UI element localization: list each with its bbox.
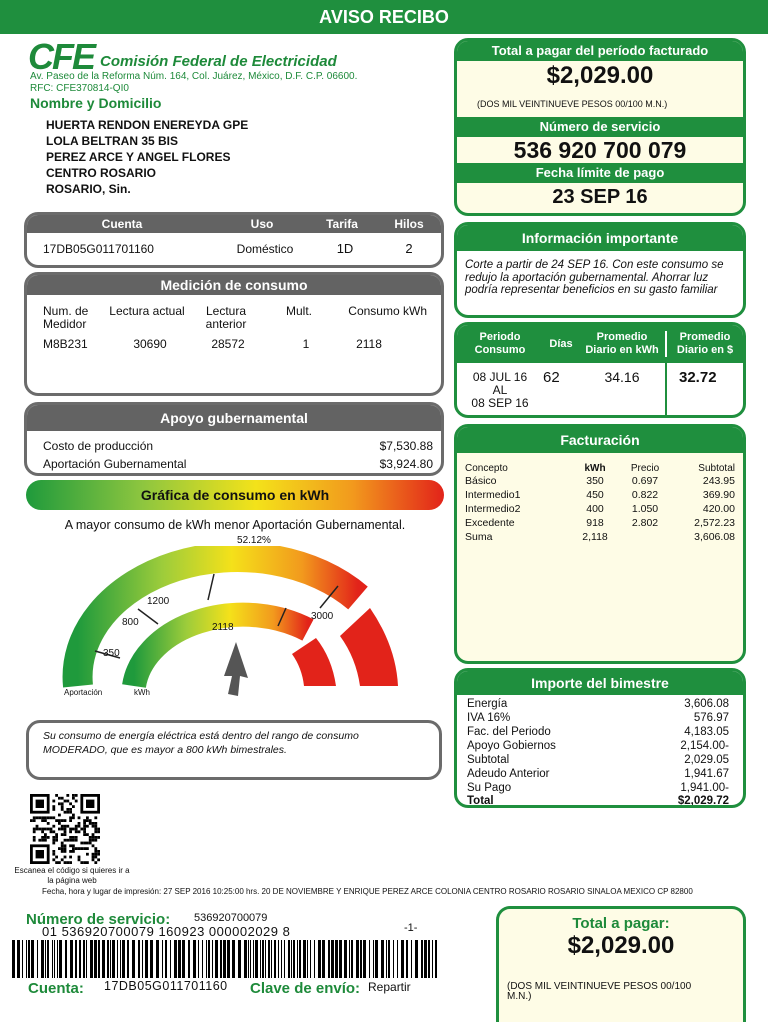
name-address-label: Nombre y Domicilio <box>30 95 162 111</box>
billing-subtotal: 3,606.08 <box>694 531 735 543</box>
support-value: $7,530.88 <box>379 439 433 453</box>
import-row <box>467 753 729 767</box>
import-value: 4,183.05 <box>684 726 729 738</box>
header-meter: Num. de Medidor <box>43 304 89 331</box>
previous-reading: 28572 <box>211 337 245 351</box>
import-label: Su Pago <box>467 782 512 794</box>
header-avg-kwh: Promedio Diario en kWh <box>585 331 659 356</box>
gauge-tick <box>138 609 158 624</box>
billing-row <box>457 502 743 516</box>
header-tarifa: Tarifa <box>326 217 358 231</box>
billing-concept: Intermedio1 <box>465 489 521 501</box>
header-hilos: Hilos <box>394 217 424 231</box>
billing-subtotal: 369.90 <box>702 489 735 501</box>
billing-price <box>615 530 675 544</box>
import-row <box>467 767 729 781</box>
gauge-tick-label: 1200 <box>147 596 170 607</box>
important-text: Corte a partir de 24 SEP 16. Con este consumo se redujo la aportación gubernamental. Ahorrar luz podría representar beneficios en su gasto familiar <box>465 259 724 296</box>
billing-price: 0.822 <box>631 489 659 501</box>
period-separator: AL <box>492 383 508 397</box>
header-multiplier: Mult. <box>285 304 312 318</box>
gauge-percent: 52.12% <box>237 535 271 546</box>
footer-service-value: 536920700079 <box>194 912 268 924</box>
period-header <box>457 325 743 363</box>
gauge-reading: 2118 <box>212 622 234 633</box>
import-row <box>467 725 729 739</box>
footer-account-value: 17DB05G011701160 <box>104 979 228 993</box>
customer-line: LOLA BELTRAN 35 BIS <box>46 134 179 148</box>
footer-total-words: (DOS MIL VEINTINUEVE PESOS 00/100 M.N.) <box>507 981 692 1002</box>
total-amount: $2,029.00 <box>546 62 654 89</box>
notice-text: Su consumo de energía eléctrica está dentro del rango de consumo MODERADO, que es mayor a 800 kWh bimestrales. <box>43 730 359 756</box>
footer-total-amount: $2,029.00 <box>567 932 675 959</box>
import-row <box>467 781 729 795</box>
import-value: 2,154.00- <box>680 740 729 752</box>
billing-panel <box>454 424 746 664</box>
total-label: Total a pagar del período facturado <box>457 41 743 61</box>
wires: 2 <box>405 241 413 256</box>
billing-row <box>457 516 743 530</box>
billing-price: 1.050 <box>631 503 659 515</box>
period-range <box>457 363 543 415</box>
footer-account-label: Cuenta: <box>28 980 84 997</box>
company-name: Comisión Federal de Electricidad <box>100 53 337 70</box>
support-row <box>27 455 441 473</box>
import-row <box>467 697 729 711</box>
header-previous-reading: Lectura anterior <box>205 304 247 331</box>
billing-kwh: 2,118 <box>582 531 608 543</box>
qr-code <box>30 794 110 864</box>
account-values <box>27 233 441 265</box>
customer-line: PEREZ ARCE Y ANGEL FLORES <box>46 150 231 164</box>
billing-header <box>457 463 743 474</box>
page-number: -1- <box>404 922 418 934</box>
header-concept: Concepto <box>465 463 508 474</box>
gauge-title-bar <box>26 480 444 510</box>
important-title: Información importante <box>457 225 743 251</box>
period-days: 62 <box>543 369 560 386</box>
footer-total-label: Total a pagar: <box>572 915 670 932</box>
barcode <box>10 940 440 980</box>
top-title-bar <box>0 0 768 34</box>
measurement-panel <box>24 272 444 396</box>
header-current-reading: Lectura actual <box>109 304 185 318</box>
footer-dispatch-value: Repartir <box>368 980 411 994</box>
print-info: Fecha, hora y lugar de impresión: 27 SEP 2016 10:25:00 hrs. 20 DE NOVIEMBRE Y ENRIQUE PEREZ ARCE COLONIA CENTRO ROSARIO ROSARIO SINALOA MEXICO CP 82800 <box>42 887 693 896</box>
customer-line: CENTRO ROSARIO <box>46 166 157 180</box>
import-total-row <box>457 795 743 808</box>
billing-kwh: 400 <box>586 503 604 515</box>
gauge-needle <box>224 642 248 696</box>
billing-subtotal: 420.00 <box>702 503 735 515</box>
gauge-title: Gráfica de consumo en kWh <box>140 487 330 503</box>
import-rows <box>457 695 743 795</box>
footer-total-box <box>496 906 746 1022</box>
measurement-values <box>27 337 441 353</box>
import-row <box>467 739 729 753</box>
header-period: Periodo Consumo <box>474 331 526 356</box>
consumption-kwh: 2118 <box>356 337 382 351</box>
gauge-tick-label: 3000 <box>311 611 334 622</box>
customer-line: HUERTA RENDON ENEREYDA GPE <box>46 118 249 132</box>
billing-price: 2.802 <box>631 517 659 529</box>
usage-type: Doméstico <box>236 242 294 256</box>
billing-subtotal: 243.95 <box>702 475 735 487</box>
account-header <box>27 215 441 233</box>
billing-row <box>457 474 743 488</box>
import-row <box>467 711 729 725</box>
gauge-tick <box>208 574 214 600</box>
gauge-red-inner <box>292 638 336 686</box>
company-address: Av. Paseo de la Reforma Núm. 164, Col. Juárez, México, D.F. C.P. 06600. <box>30 71 358 82</box>
import-label: Apoyo Gobiernos <box>467 740 556 752</box>
due-date-label: Fecha límite de pago <box>457 163 743 183</box>
period-values <box>457 363 743 415</box>
billing-kwh: 350 <box>586 475 604 487</box>
billing-concept: Intermedio2 <box>465 503 521 515</box>
header-days: Días <box>549 337 573 350</box>
period-avg-money: 32.72 <box>665 363 743 415</box>
document-title: AVISO RECIBO <box>319 7 449 27</box>
total-words: (DOS MIL VEINTINUEVE PESOS 00/100 M.N.) <box>477 99 668 109</box>
billing-subtotal: 2,572.23 <box>694 517 735 529</box>
billing-row <box>457 530 743 544</box>
total-box <box>454 38 746 216</box>
header-price: Precio <box>630 463 660 474</box>
import-total-label: Total <box>467 795 494 807</box>
measurement-headers <box>27 295 441 337</box>
customer-line: ROSARIO, Sin. <box>46 182 131 196</box>
import-value: 3,606.08 <box>684 698 729 710</box>
account-panel <box>24 212 444 268</box>
billing-concept: Suma <box>465 531 493 543</box>
import-label: Fac. del Periodo <box>467 726 551 738</box>
import-label: Energía <box>467 698 508 710</box>
service-number-label: Número de servicio <box>457 117 743 137</box>
support-value: $3,924.80 <box>379 457 433 471</box>
billing-kwh: 450 <box>586 489 604 501</box>
customer-block <box>46 118 426 198</box>
qr-caption: Escanea el código si quieres ir a la página web <box>14 866 130 885</box>
import-label: IVA 16% <box>467 712 511 724</box>
consumption-notice <box>26 720 442 780</box>
import-value: 576.97 <box>693 712 729 724</box>
billing-concept: Excedente <box>465 517 515 529</box>
footer-dispatch-label: Clave de envío: <box>250 980 361 997</box>
import-value: 1,941.00- <box>680 782 729 794</box>
period-start: 08 JUL 16 <box>472 370 528 384</box>
billing-price: 0.697 <box>631 475 659 487</box>
gauge-tick-label: 350 <box>103 648 120 659</box>
import-label: Subtotal <box>467 754 510 766</box>
gauge-tick-label: 800 <box>122 617 139 628</box>
gauge-label-outer: Aportación <box>64 688 103 697</box>
important-panel <box>454 222 746 318</box>
gauge-label-inner: kWh <box>134 688 150 697</box>
header-uso: Uso <box>250 217 274 231</box>
billing-row <box>457 488 743 502</box>
import-total-value: $2,029.72 <box>677 795 729 807</box>
support-title: Apoyo gubernamental <box>27 405 441 431</box>
account-number: 17DB05G011701160 <box>43 242 154 256</box>
import-panel <box>454 668 746 808</box>
header-avg-money: Promedio Diario en $ <box>665 331 743 357</box>
billing-kwh: 918 <box>586 517 604 529</box>
billing-title: Facturación <box>457 427 743 453</box>
cfe-logo: CFE <box>28 36 94 77</box>
support-row <box>27 437 441 455</box>
tariff: 1D <box>336 241 354 256</box>
header-subtotal: Subtotal <box>698 463 735 474</box>
current-reading: 30690 <box>133 337 167 351</box>
header-consumption: Consumo kWh <box>348 304 427 318</box>
header-kwh: kWh <box>584 463 606 474</box>
company-header <box>28 38 448 116</box>
measurement-title: Medición de consumo <box>27 275 441 295</box>
billing-rows <box>457 474 743 544</box>
header-cuenta: Cuenta <box>101 217 143 231</box>
footer-service-label: Número de servicio: <box>26 911 171 928</box>
import-label: Adeudo Anterior <box>467 768 550 780</box>
meter-number: M8B231 <box>43 337 88 351</box>
import-title: Importe del bimestre <box>457 671 743 695</box>
support-label: Aportación Gubernamental <box>43 457 187 471</box>
billing-concept: Básico <box>465 475 497 487</box>
import-value: 1,941.67 <box>684 768 729 780</box>
service-number: 536 920 700 079 <box>513 137 687 163</box>
multiplier: 1 <box>302 337 310 351</box>
period-panel <box>454 322 746 418</box>
gauge-subtitle: A mayor consumo de kWh menor Aportación Gubernamental. <box>64 518 406 532</box>
gauge-red-outer <box>340 608 398 686</box>
import-value: 2,029.05 <box>684 754 729 766</box>
due-date: 23 SEP 16 <box>552 186 648 208</box>
support-panel <box>24 402 444 476</box>
company-rfc: RFC: CFE370814-QI0 <box>30 83 129 94</box>
period-end: 08 SEP 16 <box>471 396 529 410</box>
period-avg-kwh: 34.16 <box>604 369 640 385</box>
support-label: Costo de producción <box>43 439 154 453</box>
barcode-text: 01 536920700079 160923 000002029 8 <box>42 924 291 939</box>
